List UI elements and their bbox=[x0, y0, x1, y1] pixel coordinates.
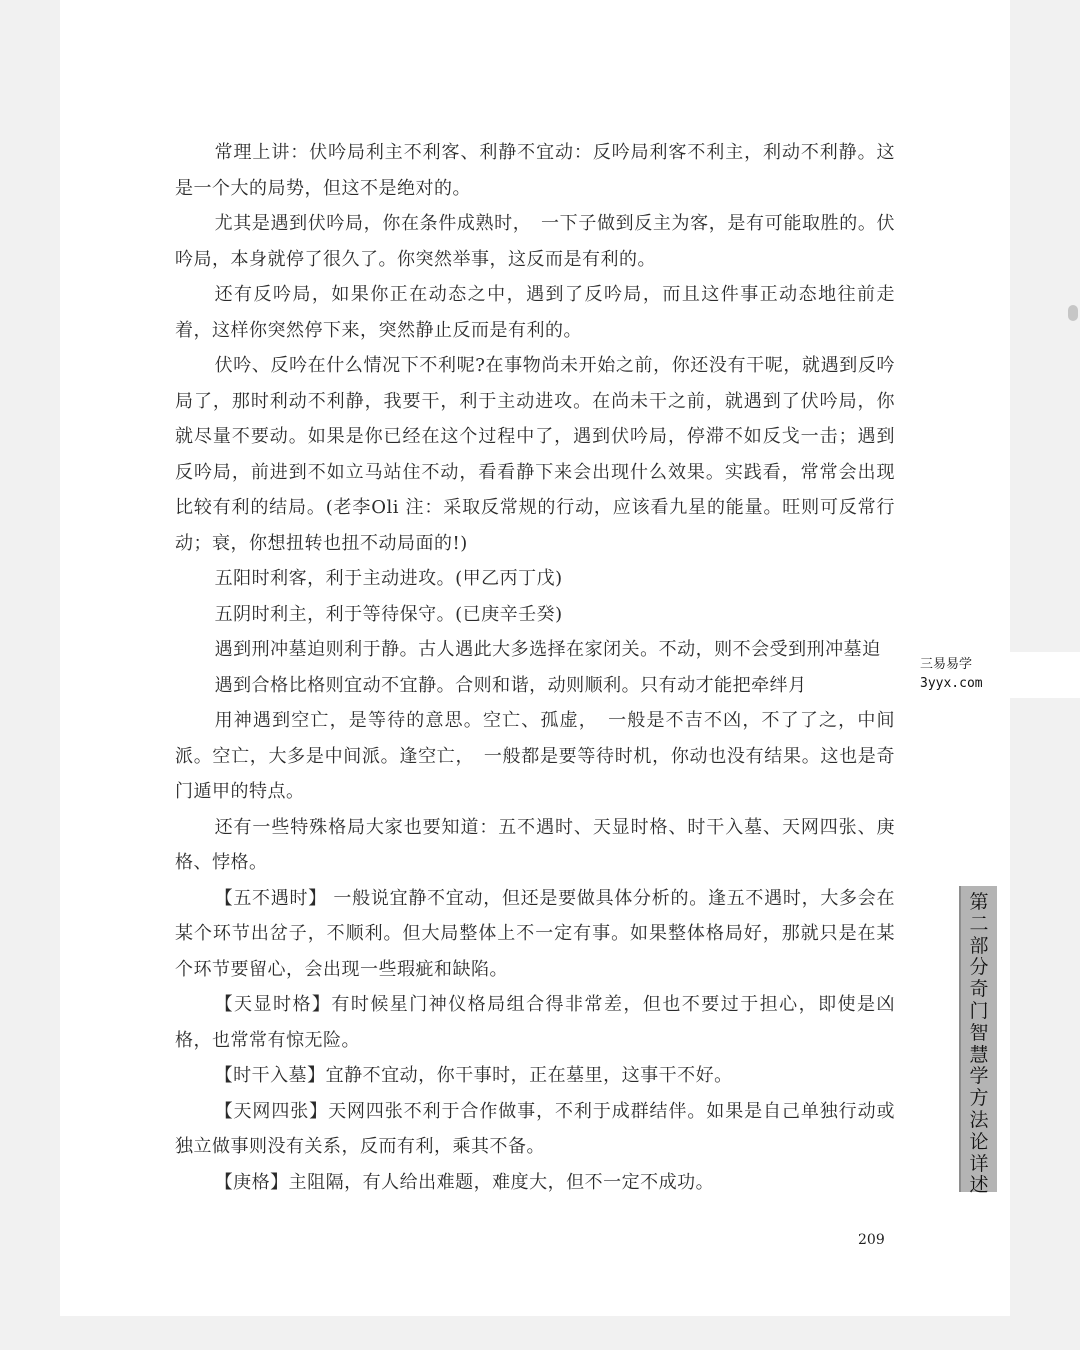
page-number: 209 bbox=[858, 1232, 885, 1248]
paragraph: 【天显时格】有时候星门神仪格局组合得非常差，但也不要过于担心，即使是凶格，也常常有惊无险。 bbox=[175, 994, 895, 1051]
side-tab-char: 述 bbox=[969, 1174, 989, 1197]
paragraph: 遇到合格比格则宜动不宜静。合则和谐，动则顺利。只有动才能把牵绊月 bbox=[214, 674, 807, 696]
paragraph: 五阴时利主，利于等待保守。(已庚辛壬癸) bbox=[214, 603, 563, 625]
watermark-line2: 3yyx.com bbox=[920, 676, 983, 691]
paragraph: 伏吟、反吟在什么情况下不利呢?在事物尚未开始之前，你还没有干呢，就遇到反吟局了，那时利动不利静，我要干，利于主动进攻。在尚未干之前，就遇到了伏吟局，你就尽量不要动。如果是你已经在这个过程中了，遇到伏吟局，停滞不如反戈一击；遇到反吟局，前进到不如立马站住不动，看看静下来会出现什么效果。实践看，常常会出现比较有利的结局。(老李Oli 注：采取反常规的行动，应该看九星的能量。旺则可反常行动；衰，你想扭转也扭不动局面的!) bbox=[175, 355, 895, 554]
side-tab-char: 方 bbox=[969, 1087, 989, 1110]
side-tab-char: 慧 bbox=[969, 1043, 989, 1066]
side-tab-char: 部 bbox=[969, 934, 989, 957]
paragraph: 遇到刑冲墓迫则利于静。古人遇此大多选择在家闭关。不动，则不会受到刑冲墓迫 bbox=[214, 639, 881, 660]
side-tab-char: 第 bbox=[969, 891, 989, 913]
paragraph: 【庚格】主阻隔，有人给出难题，难度大，但不一定不成功。 bbox=[214, 1171, 715, 1193]
side-tab-char: 二 bbox=[969, 912, 989, 935]
paragraph: 五阳时利客，利于主动进攻。(甲乙丙丁戊) bbox=[214, 568, 563, 589]
chapter-side-tab bbox=[959, 886, 997, 1197]
side-tab-char: 智 bbox=[969, 1021, 989, 1044]
watermark-line1: 三易易学 bbox=[920, 657, 973, 672]
watermark bbox=[900, 652, 1080, 698]
scroll-indicator[interactable] bbox=[1068, 305, 1078, 321]
paragraph: 【天网四张】天网四张不利于合作做事，不利于成群结伴。如果是自己单独行动或独立做事则没有关系，反而有利，乘其不备。 bbox=[175, 1100, 895, 1157]
paragraph: 还有一些特殊格局大家也要知道：五不遇时、天显时格、时干入墓、天网四张、庚格、悖格。 bbox=[175, 816, 895, 873]
paragraph: 尤其是遇到伏吟局，你在条件成熟时， 一下子做到反主为客，是有可能取胜的。伏吟局，本身就停了很久了。你突然举事，这反而是有利的。 bbox=[175, 213, 895, 270]
side-tab-char: 详 bbox=[969, 1152, 989, 1175]
side-tab-char: 分 bbox=[969, 956, 989, 979]
body-text bbox=[175, 135, 895, 1200]
paragraph: 常理上讲：伏吟局利主不利客、利静不宜动：反吟局利客不利主，利动不利静。这是一个大的局势，但这不是绝对的。 bbox=[175, 142, 895, 199]
paragraph: 用神遇到空亡，是等待的意思。空亡、孤虚， 一般是不吉不凶，不了了之，中间派。空亡，大多是中间派。逢空亡， 一般都是要等待时机，你动也没有结果。这也是奇门遁甲的特点。 bbox=[175, 710, 895, 802]
side-tab-char: 门 bbox=[969, 999, 989, 1022]
paragraph: 还有反吟局，如果你正在动态之中，遇到了反吟局，而且这件事正动态地往前走着，这样你突然停下来，突然静止反而是有利的。 bbox=[175, 284, 895, 341]
side-tab-char: 论 bbox=[969, 1130, 989, 1153]
side-tab-char: 学 bbox=[969, 1065, 989, 1088]
side-tab-char: 法 bbox=[969, 1108, 989, 1131]
side-tab-char: 奇 bbox=[969, 978, 989, 1001]
paragraph: 【五不遇时】 一般说宜静不宜动，但还是要做具体分析的。逢五不遇时，大多会在某个环节出岔子，不顺利。但大局整体上不一定有事。如果整体格局好，那就只是在某个环节要留心，会出现一些瑕疵和缺陷。 bbox=[175, 887, 895, 980]
paragraph: 【时干入墓】宜静不宜动，你干事时，正在墓里，这事干不好。 bbox=[214, 1065, 733, 1086]
